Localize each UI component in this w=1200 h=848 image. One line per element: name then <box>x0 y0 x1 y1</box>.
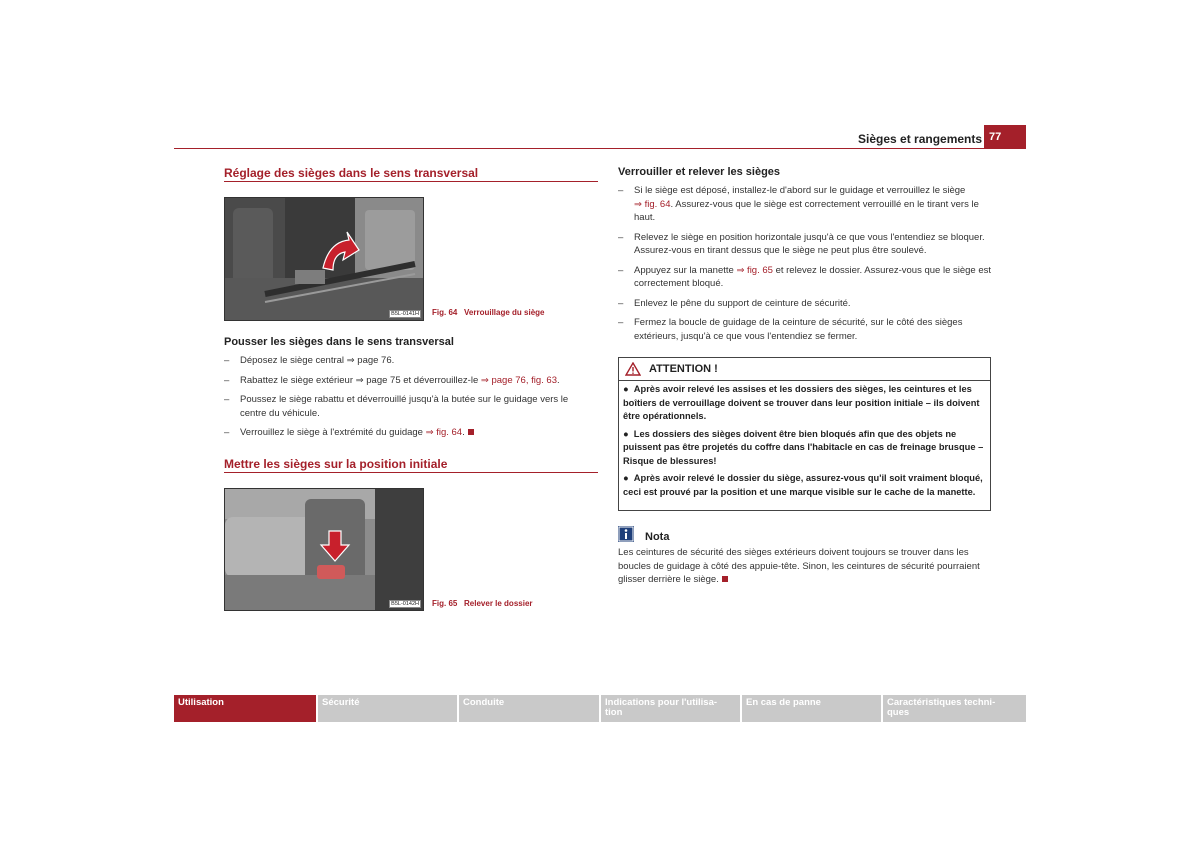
tab-conduite[interactable]: Conduite <box>459 695 599 722</box>
list-item: – Relevez le siège en position horizontale jusqu'à ce que vous l'entendiez se bloquer. Assurez-vous en tirant dessus que le siège ne peut plus être soulevé. <box>618 231 985 256</box>
warning-item: ● Les dossiers des sièges doivent être bien bloqués afin que des objets ne puissent pas être projetés du coffre dans l'habitacle en cas de freinage brusque – Risque de blessures! <box>623 428 984 466</box>
link-fig65[interactable]: ⇒ fig. 65 <box>736 264 773 276</box>
push-steps-list <box>224 354 584 446</box>
list-item: – Rabattez le siège extérieur ⇒ page 75 et déverrouillez-le ⇒ page 76, fig. 63. <box>224 374 560 386</box>
warning-header <box>619 358 990 381</box>
list-item: – Déposez le siège central ⇒ page 76. <box>224 355 395 366</box>
tab-securite[interactable]: Sécurité <box>318 695 457 722</box>
section-rule <box>224 181 598 182</box>
subsection-title-lock-raise: Verrouiller et relever les sièges <box>618 166 781 178</box>
running-header-title: Sièges et rangements <box>858 132 983 146</box>
list-item: – Appuyez sur la manette ⇒ fig. 65 et relevez le dossier. Assurez-vous que le siège est correctement bloqué. <box>618 264 992 289</box>
link-fig64[interactable]: ⇒ fig. 64 <box>634 198 671 210</box>
section-title-initial-position: Mettre les sièges sur la position initiale <box>224 457 448 471</box>
tab-caracteristiques[interactable]: Caractéristiques techni- ques <box>883 695 1026 722</box>
section-title-transversal: Réglage des sièges dans le sens transversal <box>224 166 479 180</box>
note-text: Les ceintures de sécurité des sièges extérieurs doivent toujours se trouver dans les boucles de guidage à côté des appuie-tête. Sinon, les ceintures de sécurité pourraient glisser derrière le siège. <box>618 547 980 585</box>
figure-64-text: Verrouillage du siège <box>464 308 545 317</box>
figure-64-label: Fig. 64 <box>432 308 458 317</box>
figure-65-text: Relever le dossier <box>464 599 533 608</box>
lock-steps-list <box>618 184 992 349</box>
list-item: – Fermez la boucle de guidage de la ceinture de sécurité, sur le côté des sièges extérieurs, jusqu'à ce que vous l'entendiez se fermer. <box>618 317 963 342</box>
figure-65-label: Fig. 65 <box>432 599 458 608</box>
info-icon <box>618 526 634 542</box>
figure-65-caption <box>432 599 533 608</box>
end-of-section-mark <box>468 429 474 435</box>
figure-64-image <box>224 197 424 321</box>
figure-64-caption <box>432 308 545 317</box>
seat-backrest-illustration <box>225 489 423 610</box>
link-page76-fig63[interactable]: ⇒ page 76, fig. 63 <box>480 374 557 386</box>
warning-body <box>619 381 990 499</box>
warning-item: ● Après avoir relevé le dossier du siège, assurez-vous qu'il soit vraiment bloqué, ceci est prouvé par la position et une marque visible sur le cache de la manette. <box>623 473 983 497</box>
header-rule <box>174 148 1026 149</box>
section-rule <box>224 472 598 473</box>
link-fig64[interactable]: ⇒ fig. 64 <box>425 427 463 438</box>
warning-triangle-icon <box>625 362 641 376</box>
page-number: 77 <box>984 125 1026 149</box>
subsection-title-push: Pousser les sièges dans le sens transversal <box>224 336 454 348</box>
figure-65-image <box>224 488 424 611</box>
list-item: – Poussez le siège rabattu et déverrouillé jusqu'à la butée sur le guidage vers le centre du véhicule. <box>224 394 569 419</box>
list-item: – Enlevez le pêne du support de ceinture de sécurité. <box>618 297 851 309</box>
list-item: – Verrouillez le siège à l'extrémité du guidage ⇒ fig. 64. <box>224 426 584 440</box>
figure-65-code: B5L-0142H <box>391 601 419 607</box>
note-title: Nota <box>645 531 670 543</box>
end-of-section-mark <box>722 576 728 582</box>
seat-lock-illustration <box>225 198 423 320</box>
warning-title: ATTENTION ! <box>649 363 718 375</box>
tab-panne[interactable]: En cas de panne <box>742 695 881 722</box>
tab-utilisation[interactable]: Utilisation <box>174 695 316 722</box>
warning-box <box>618 357 991 511</box>
warning-item: ● Après avoir relevé les assises et les dossiers des sièges, les ceintures et les boîtiers de verrouillage doivent se trouver dans leur position initiale – ils doivent être opérationnels. <box>623 384 980 421</box>
list-item: – Si le siège est déposé, installez-le d'abord sur le guidage et verrouillez le siège ⇒ fig. 64. Assurez-vous que le siège est correctement verrouillé en le tirant vers le haut. <box>618 185 979 223</box>
figure-64-code: B5L-0141H <box>391 311 419 317</box>
tab-indications[interactable]: Indications pour l'utilisa- tion <box>601 695 740 722</box>
